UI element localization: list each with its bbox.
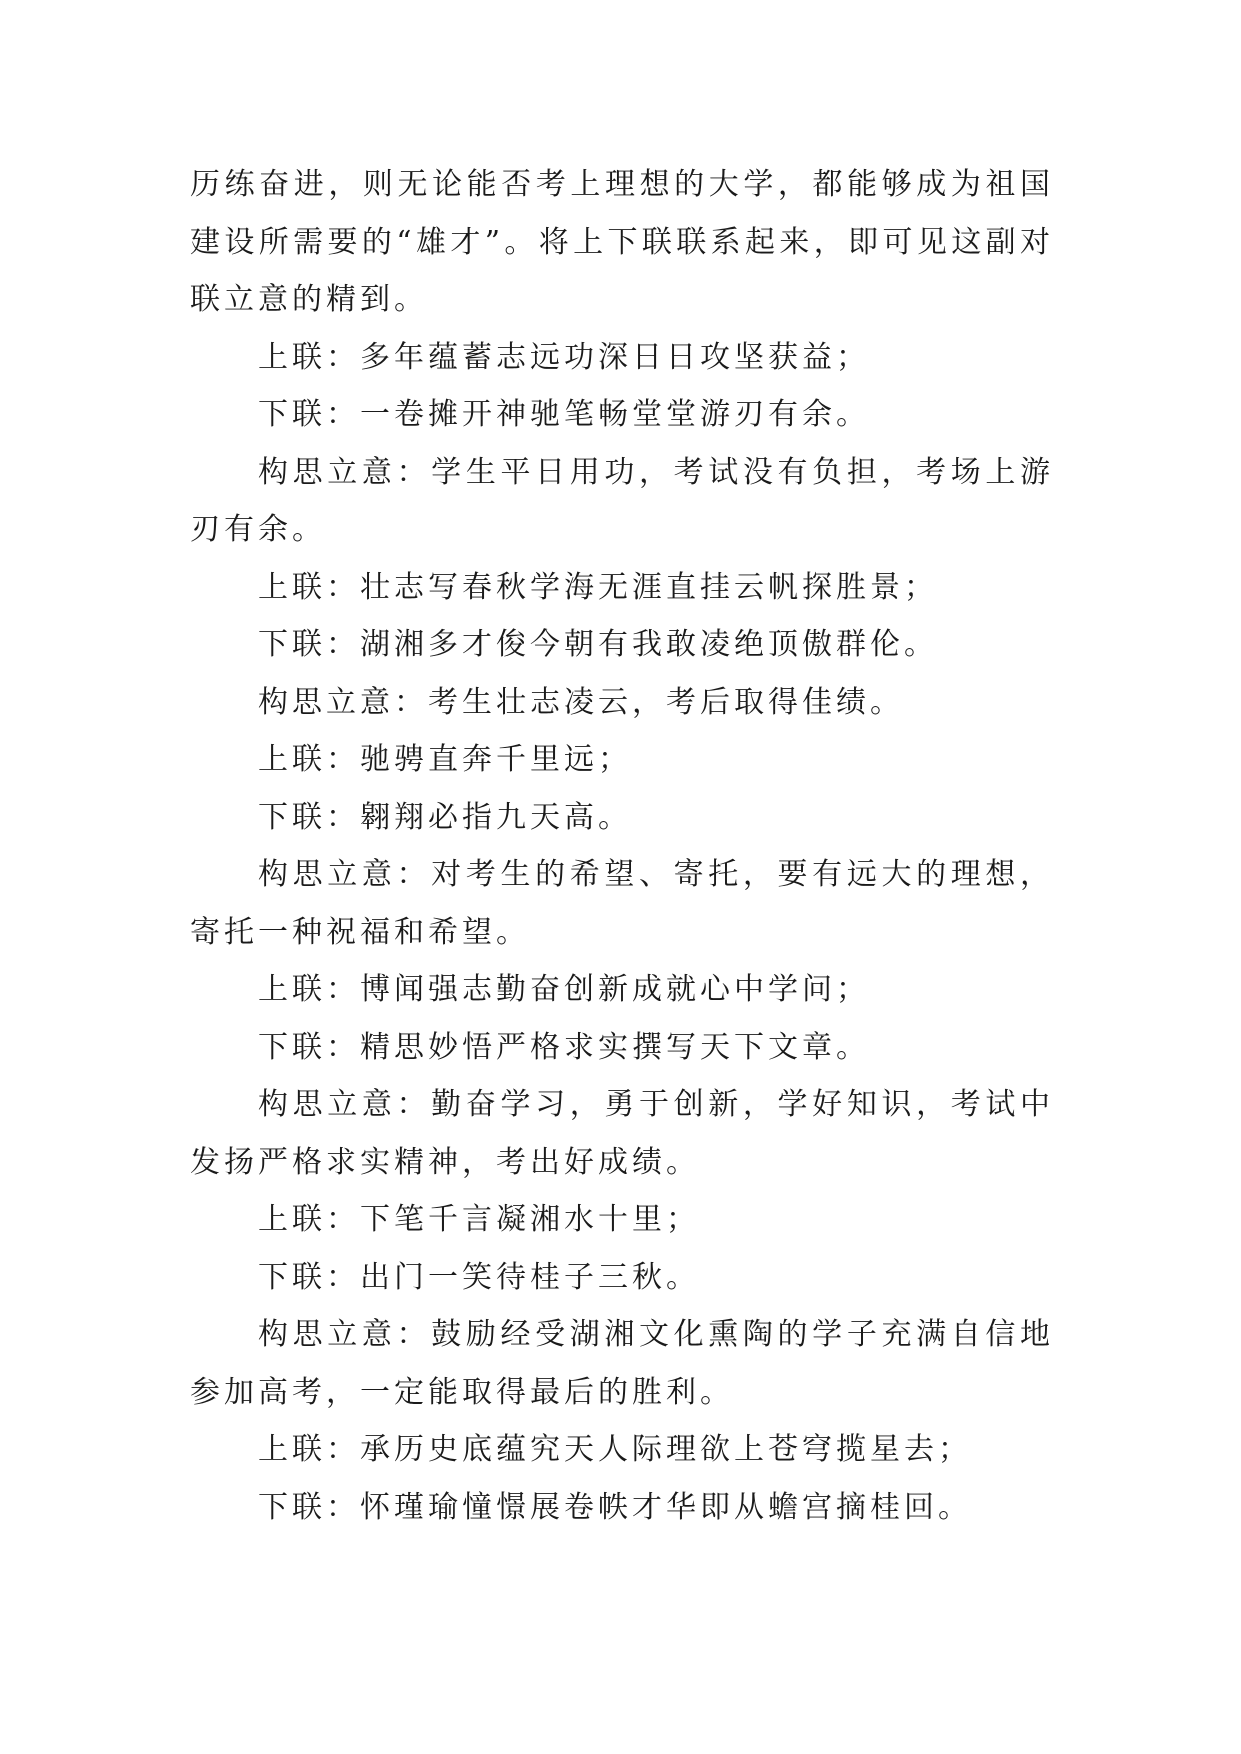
couplet-lower-4: 下联：精思妙悟严格求实撰写天下文章。 [258,1029,870,1065]
couplet-lower-2: 下联：湖湘多才俊今朝有我敢凌绝顶傲群伦。 [258,627,938,662]
couplet-upper-2: 上联：壮志写春秋学海无涯直挂云帆探胜景； [258,569,938,605]
paragraph-continuation: 历练奋进，则无论能否考上理想的大学，都能够成为祖国建设所需要的“雄才”。将上下联联系起来，即可见这副对联立意的精到。 [190,167,1054,317]
couplet-idea-3: 构思立意：对考生的希望、寄托，要有远大的理想，寄托一种祝福和希望。 [190,857,1054,950]
couplet-lower-3: 下联：翱翔必指九天高。 [258,799,632,835]
couplet-lower-6: 下联：怀瑾瑜憧憬展卷帙才华即从蟾宫摘桂回。 [258,1489,972,1525]
document-body [190,156,1054,1536]
couplet-lower-5: 下联：出门一笑待桂子三秋。 [258,1259,700,1295]
couplet-idea-2: 构思立意：考生壮志凌云，考后取得佳绩。 [258,684,904,720]
couplet-upper-3: 上联：驰骋直奔千里远； [258,742,632,777]
couplet-upper-6: 上联：承历史底蕴究天人际理欲上苍穹揽星去； [258,1432,972,1467]
couplet-upper-4: 上联：博闻强志勤奋创新成就心中学问； [258,972,870,1007]
couplet-upper-1: 上联：多年蕴蓄志远功深日日攻坚获益； [258,339,870,375]
couplet-idea-1: 构思立意：学生平日用功，考试没有负担，考场上游刃有余。 [190,454,1054,547]
couplet-upper-5: 上联：下笔千言凝湘水十里； [258,1202,700,1237]
couplet-lower-1: 下联：一卷摊开神驰笔畅堂堂游刃有余。 [258,397,870,432]
couplet-idea-4: 构思立意：勤奋学习，勇于创新，学好知识，考试中发扬严格求实精神，考出好成绩。 [190,1087,1054,1180]
couplet-idea-5: 构思立意：鼓励经受湖湘文化熏陶的学子充满自信地参加高考，一定能取得最后的胜利。 [190,1317,1054,1410]
